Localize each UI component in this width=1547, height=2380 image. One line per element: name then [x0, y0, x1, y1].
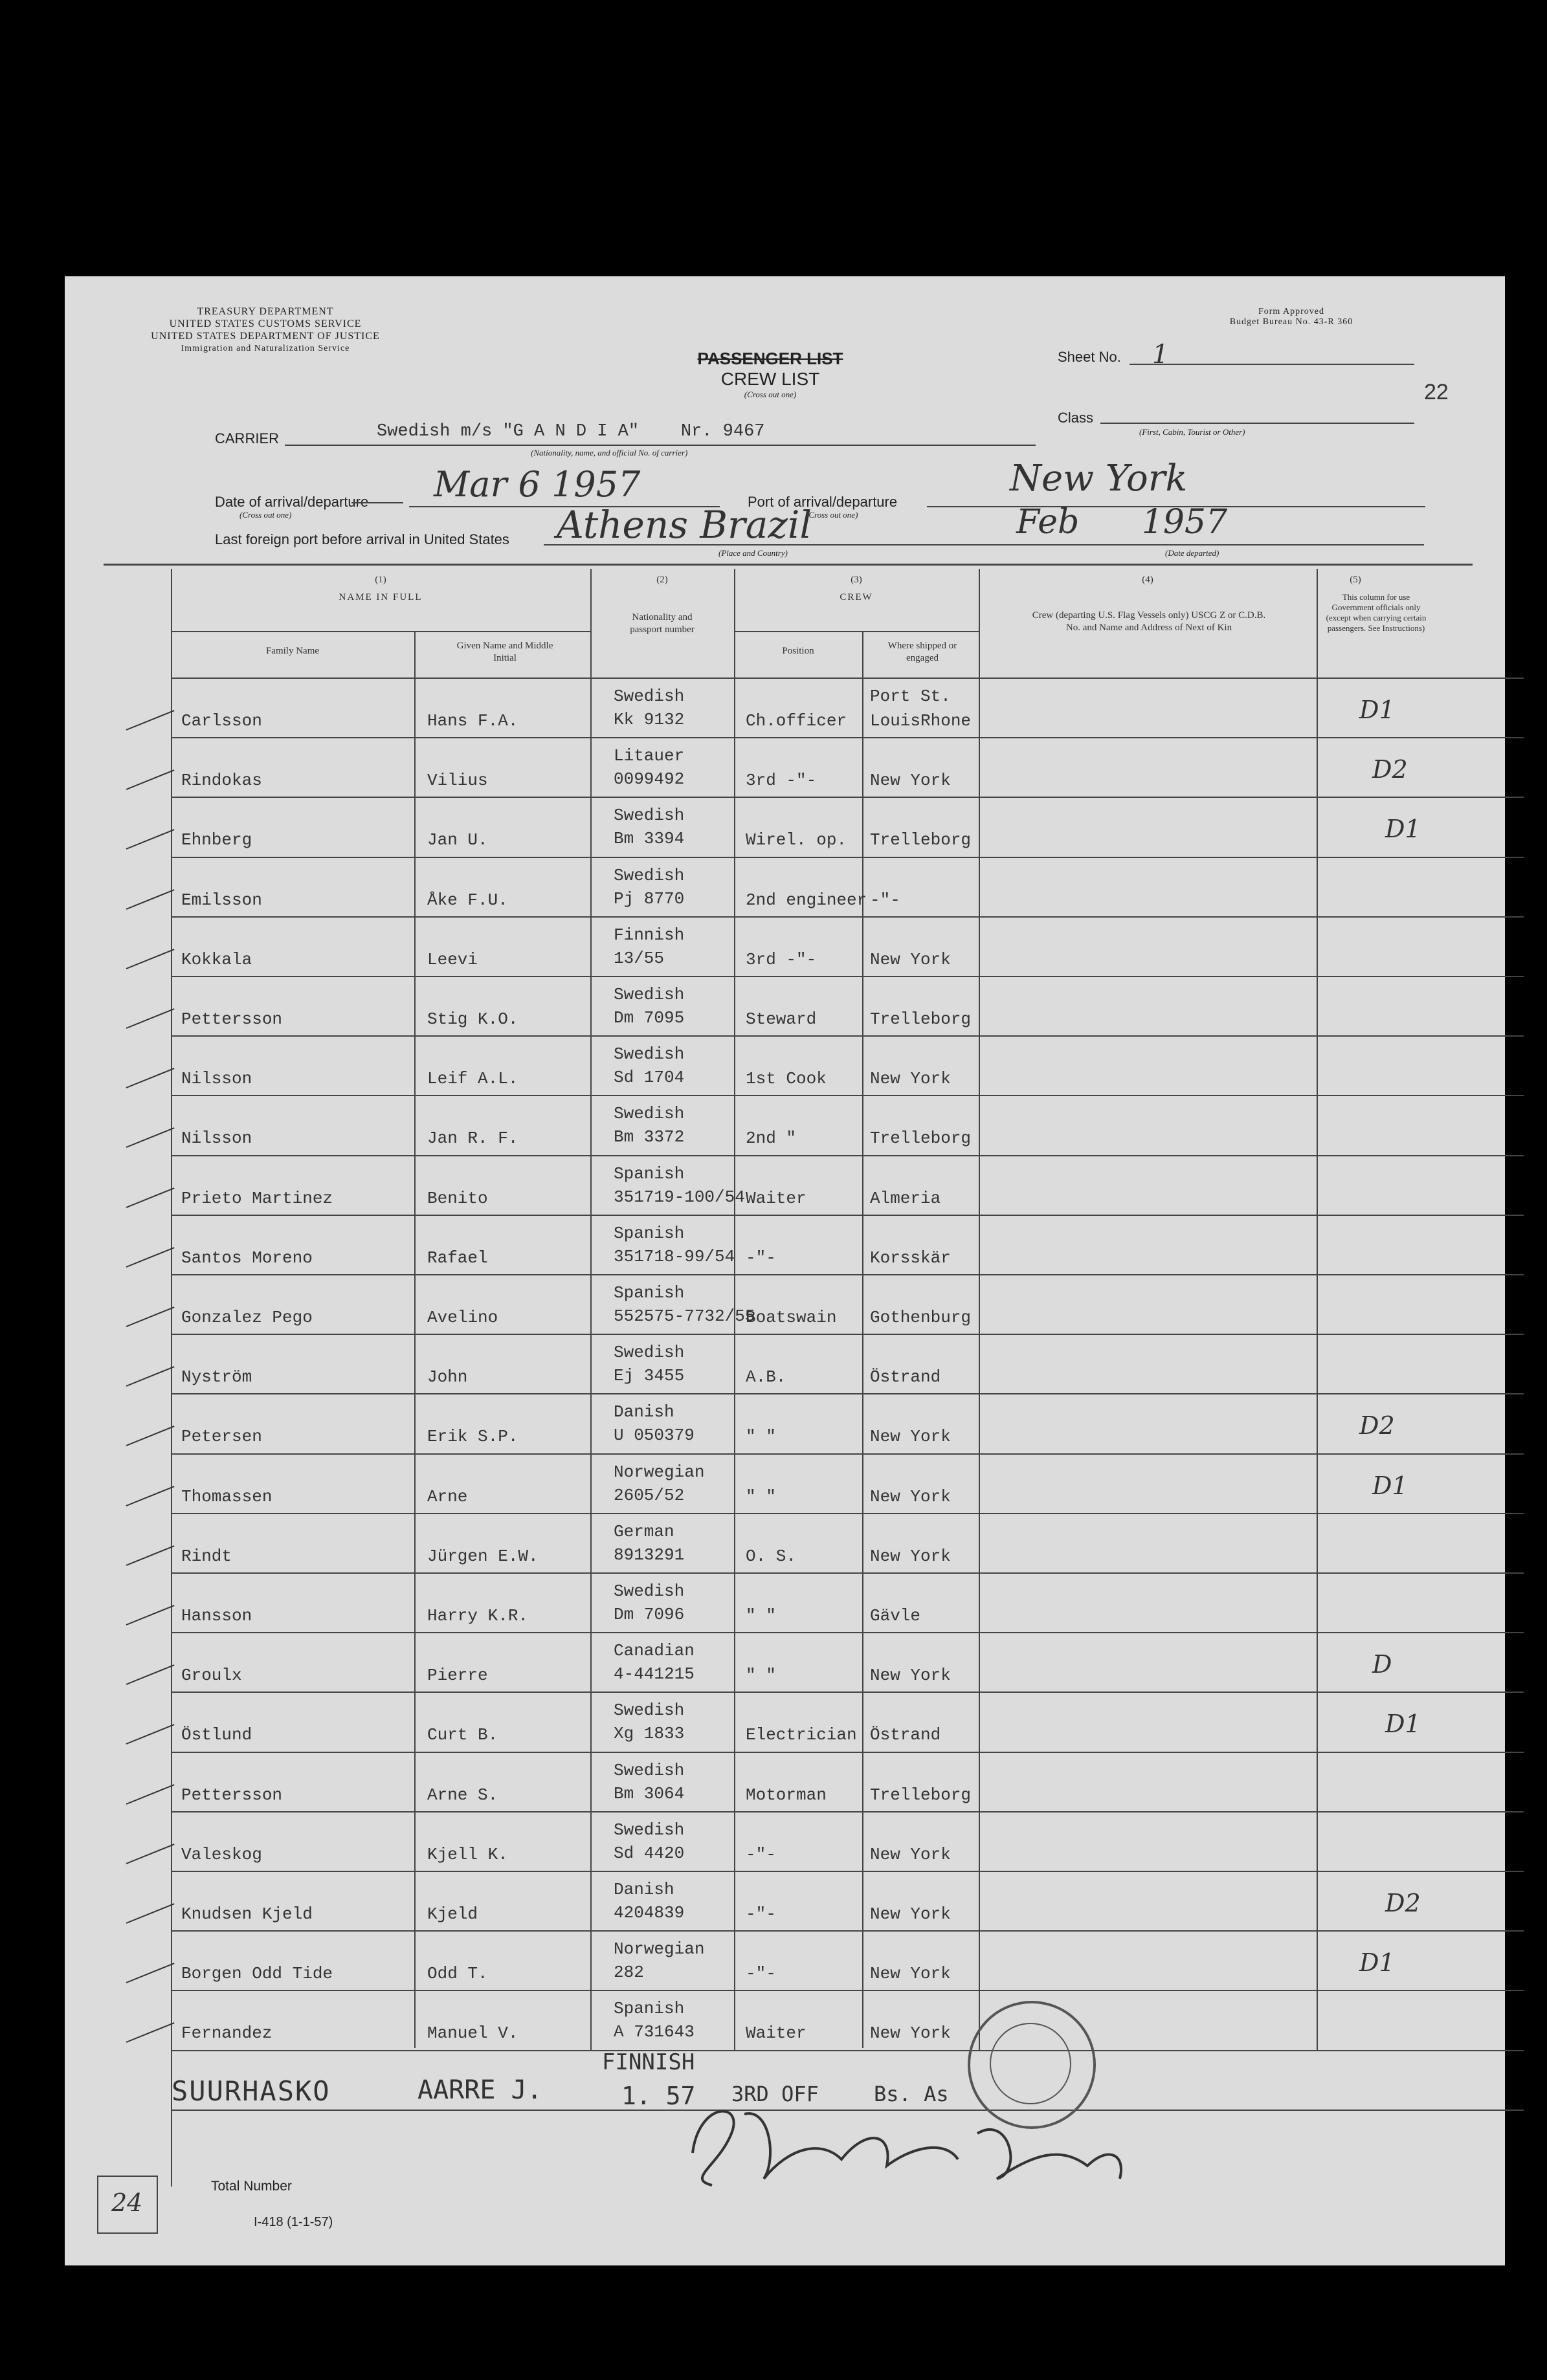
row-shipped: LouisRhone: [870, 711, 972, 731]
check-mark: [126, 1247, 175, 1268]
row-nationality: Litauer: [614, 746, 685, 766]
hand-nat: FINNISH: [602, 2049, 695, 2075]
row-position: 3rd -"-: [746, 950, 817, 969]
col-line: [590, 569, 592, 2051]
row-nationality: Swedish: [614, 1701, 685, 1720]
col3-header: [734, 574, 979, 604]
row-rule: [171, 1155, 1524, 1156]
date-departed-value: Feb 1957: [1016, 503, 1228, 542]
hand-shipped: Bs. As: [874, 2082, 949, 2106]
row-shipped: New York: [870, 771, 951, 790]
row-rule: [171, 1572, 1524, 1574]
total-value: 24: [111, 2188, 143, 2217]
row-shipped: Östrand: [870, 1725, 941, 1745]
check-mark: [126, 829, 175, 850]
header-rule: [171, 631, 590, 632]
check-mark: [126, 1784, 175, 1805]
row-position: 1st Cook: [746, 1069, 827, 1088]
row-given: Manuel V.: [427, 2023, 518, 2043]
row-nationality: Swedish: [614, 806, 685, 825]
col5-num: (5): [1350, 575, 1361, 585]
row-shipped: Trelleborg: [870, 830, 972, 850]
row-rule: [171, 1334, 1524, 1335]
row-position: " ": [746, 1666, 776, 1685]
official-mark: D1: [1385, 1710, 1421, 1738]
col4-num: (4): [1142, 575, 1153, 585]
row-passport: 4204839: [614, 1903, 685, 1923]
check-mark: [126, 1068, 175, 1088]
row-nationality: German: [614, 1522, 674, 1541]
row-shipped: -"-: [870, 890, 900, 910]
row-position: Waiter: [746, 2023, 807, 2043]
row-given: Vilius: [427, 771, 488, 790]
port-value: New York: [1010, 457, 1188, 500]
row-passport: Ej 3455: [614, 1366, 685, 1385]
signature: [673, 2088, 1165, 2198]
row-given: John: [427, 1367, 468, 1387]
row-shipped: New York: [870, 1666, 951, 1685]
row-nationality: Swedish: [614, 1343, 685, 1362]
check-mark: [126, 889, 175, 910]
row-given: Pierre: [427, 1666, 488, 1685]
check-mark: [126, 769, 175, 790]
col1-num: (1): [375, 575, 386, 585]
row-given: Jan U.: [427, 830, 488, 850]
col1-title: NAME IN FULL: [339, 592, 423, 602]
title-crew-list: CREW LIST: [720, 369, 820, 389]
row-family: Santos Moreno: [181, 1248, 313, 1268]
row-family: Pettersson: [181, 1009, 283, 1029]
row-given: Hans F.A.: [427, 711, 518, 731]
row-position: -"-: [746, 1904, 776, 1924]
row-family: Kokkala: [181, 950, 252, 969]
row-shipped: New York: [870, 1904, 951, 1924]
row-passport: 351719-100/54: [614, 1187, 745, 1207]
check-mark: [126, 949, 175, 969]
row-family: Nyström: [181, 1367, 252, 1387]
row-given: Benito: [427, 1189, 488, 1208]
row-nationality: Swedish: [614, 1761, 685, 1780]
official-mark: D1: [1385, 815, 1421, 843]
given-header: Given Name and Middle Initial: [456, 641, 553, 663]
row-passport: Sd 4420: [614, 1844, 685, 1863]
check-mark: [126, 1664, 175, 1685]
official-mark: D1: [1372, 1471, 1408, 1500]
row-family: Thomassen: [181, 1487, 273, 1506]
row-rule: [171, 1811, 1524, 1813]
row-shipped-line1: Port St.: [870, 687, 951, 706]
row-passport: U 050379: [614, 1426, 695, 1445]
row-rule: [171, 1274, 1524, 1275]
hand-passport: 1. 57: [621, 2082, 696, 2110]
row-rule: [171, 1990, 1524, 1991]
col-line: [979, 569, 980, 2051]
row-given: Odd T.: [427, 1964, 488, 1983]
check-mark: [126, 1545, 175, 1566]
row-family: Rindt: [181, 1547, 232, 1566]
crew-table: [65, 276, 1505, 2265]
sheet-number: 1: [1152, 340, 1169, 369]
total-box: [97, 2176, 158, 2234]
date-departed-note: (Date departed): [1165, 548, 1219, 558]
row-passport: Dm 7095: [614, 1008, 685, 1028]
date-note: (Cross out one): [239, 510, 292, 520]
row-family: Borgen Odd Tide: [181, 1964, 333, 1983]
row-nationality: Swedish: [614, 1820, 685, 1840]
row-family: Knudsen Kjeld: [181, 1904, 313, 1924]
header-bottom-rule: [171, 678, 1524, 679]
row-rule: [171, 737, 1524, 738]
col-line: [171, 569, 172, 2187]
shipped-header: Where shipped or engaged: [887, 641, 957, 663]
row-passport: Sd 1704: [614, 1068, 685, 1087]
row-position: A.B.: [746, 1367, 786, 1387]
row-rule: [171, 916, 1524, 918]
official-mark: D1: [1359, 1948, 1395, 1977]
row-given: Arne S.: [427, 1785, 498, 1805]
row-rule: [171, 857, 1524, 858]
port-note: (Cross out one): [806, 510, 858, 520]
row-family: Gonzalez Pego: [181, 1308, 313, 1327]
row-position: " ": [746, 1606, 776, 1625]
row-shipped: New York: [870, 1487, 951, 1506]
check-mark: [126, 1486, 175, 1506]
official-mark: D2: [1385, 1889, 1421, 1917]
col4-header: Crew (departing U.S. Flag Vessels only) USCG Z or C.D.B. No. and Name and Address of Next of Kin: [1032, 610, 1266, 633]
row-shipped: Gävle: [870, 1606, 921, 1625]
row-passport: 351718-99/54: [614, 1247, 735, 1266]
class-note: (First, Cabin, Tourist or Other): [1139, 427, 1245, 437]
row-given: Kjeld: [427, 1904, 478, 1924]
official-mark: D2: [1372, 755, 1408, 784]
row-shipped: Östrand: [870, 1367, 941, 1387]
check-mark: [126, 2022, 175, 2043]
row-passport: 8913291: [614, 1545, 685, 1565]
col5-header: This column for use Government officials only (except when carrying certain passengers. See Instructions): [1326, 592, 1427, 633]
check-mark: [126, 1187, 175, 1208]
row-given: Rafael: [427, 1248, 488, 1268]
col-line: [862, 631, 863, 2048]
check-mark: [126, 1008, 175, 1029]
row-rule: [171, 1393, 1524, 1394]
hand-family: SUURHASKO: [172, 2075, 331, 2107]
row-shipped: Korsskär: [870, 1248, 951, 1268]
agency-line: TREASURY DEPARTMENT: [197, 306, 334, 317]
row-passport: Dm 7096: [614, 1605, 685, 1624]
row-given: Arne: [427, 1487, 468, 1506]
row-position: Ch.officer: [746, 711, 847, 731]
row-passport: 4-441215: [614, 1664, 695, 1684]
row-shipped: New York: [870, 1964, 951, 1983]
row-nationality: Spanish: [614, 1164, 685, 1184]
check-mark: [126, 1426, 175, 1446]
row-passport: Bm 3064: [614, 1784, 685, 1803]
col2-header: Nationality and passport number: [630, 612, 695, 635]
row-position: -"-: [746, 1964, 776, 1983]
row-shipped: Almeria: [870, 1189, 941, 1208]
total-label: Total Number: [211, 2179, 292, 2194]
row-nationality: Danish: [614, 1402, 674, 1422]
col3-num: (3): [851, 575, 862, 585]
row-family: Hansson: [181, 1606, 252, 1625]
form-number: I-418 (1-1-57): [254, 2215, 333, 2229]
row-nationality: Swedish: [614, 866, 685, 885]
row-position: -"-: [746, 1845, 776, 1864]
check-mark: [126, 1844, 175, 1864]
row-family: Rindokas: [181, 771, 262, 790]
row-given: Leevi: [427, 950, 478, 969]
last-port-label: Last foreign port before arrival in United States: [215, 531, 509, 547]
form-budget-line: Budget Bureau No. 43-R 360: [1229, 317, 1353, 327]
row-shipped: Trelleborg: [870, 1129, 972, 1148]
row-passport: 282: [614, 1963, 644, 1982]
col-line: [414, 631, 416, 2048]
row-given: Leif A.L.: [427, 1069, 518, 1088]
row-shipped: Gothenburg: [870, 1308, 972, 1327]
sheet-label: Sheet No.: [1058, 349, 1121, 365]
last-port-note: (Place and Country): [718, 548, 788, 558]
row-family: Groulx: [181, 1666, 242, 1685]
date-label: Date of arrival/departure: [215, 494, 369, 510]
check-mark: [126, 1724, 175, 1745]
crew-list-form: [65, 276, 1505, 2265]
agency-line: UNITED STATES DEPARTMENT OF JUSTICE: [151, 331, 380, 342]
row-family: Carlsson: [181, 711, 262, 731]
row-shipped: Trelleborg: [870, 1009, 972, 1029]
row-passport: 2605/52: [614, 1486, 685, 1505]
col3-title: CREW: [840, 592, 873, 602]
row-rule: [171, 1095, 1524, 1096]
row-family: Ehnberg: [181, 830, 252, 850]
row-given: Erik S.P.: [427, 1427, 518, 1446]
carrier-label: CARRIER: [215, 430, 280, 446]
row-passport: Bm 3394: [614, 829, 685, 848]
port-label: Port of arrival/departure: [748, 494, 898, 510]
check-mark: [126, 710, 175, 731]
row-passport: 0099492: [614, 769, 685, 789]
row-position: Wirel. op.: [746, 830, 847, 850]
title-note: (Cross out one): [744, 390, 797, 399]
check-mark: [126, 1306, 175, 1327]
row-nationality: Swedish: [614, 687, 685, 706]
hand-position: 3RD OFF: [731, 2082, 819, 2106]
row-shipped: Trelleborg: [870, 1785, 972, 1805]
date-value: Mar 6 1957: [434, 464, 641, 505]
row-shipped: New York: [870, 1069, 951, 1088]
row-shipped: New York: [870, 1427, 951, 1446]
row-passport: Xg 1833: [614, 1724, 685, 1743]
row-position: Motorman: [746, 1785, 827, 1805]
hand-given: AARRE J.: [417, 2075, 542, 2105]
row-nationality: Swedish: [614, 1581, 685, 1601]
row-given: Åke F.U.: [427, 890, 508, 910]
form-approved-line: Form Approved: [1258, 307, 1325, 316]
row-position: Boatswain: [746, 1308, 837, 1327]
row-passport: Kk 9132: [614, 710, 685, 729]
row-nationality: Finnish: [614, 925, 685, 945]
row-given: Stig K.O.: [427, 1009, 518, 1029]
row-given: Harry K.R.: [427, 1606, 529, 1625]
row-rule: [171, 1453, 1524, 1455]
family-header: Family Name: [265, 646, 320, 656]
row-position: " ": [746, 1427, 776, 1446]
row-position: O. S.: [746, 1547, 797, 1566]
col1-header: [171, 574, 590, 604]
check-mark: [126, 1366, 175, 1387]
check-mark: [126, 1903, 175, 1924]
col-line: [1317, 569, 1318, 2051]
check-mark: [126, 1127, 175, 1148]
row-passport: Bm 3372: [614, 1127, 685, 1147]
row-position: Steward: [746, 1009, 817, 1029]
check-mark: [126, 1605, 175, 1625]
row-given: Kjell K.: [427, 1845, 508, 1864]
row-position: Waiter: [746, 1189, 807, 1208]
row-family: Prieto Martinez: [181, 1189, 333, 1208]
col2-num: (2): [656, 575, 668, 585]
row-family: Nilsson: [181, 1069, 252, 1088]
title-struck: PASSENGER LIST: [697, 349, 843, 368]
row-position: 2nd engineer: [746, 890, 867, 910]
row-position: 3rd -"-: [746, 771, 817, 790]
row-rule: [171, 976, 1524, 977]
carrier-note: (Nationality, name, and official No. of carrier): [531, 448, 688, 457]
row-family: Pettersson: [181, 1785, 283, 1805]
carrier-value: Swedish m/s "G A N D I A" Nr. 9467: [377, 422, 765, 441]
row-nationality: Norwegian: [614, 1462, 705, 1482]
row-nationality: Swedish: [614, 1044, 685, 1064]
row-nationality: Swedish: [614, 1104, 685, 1123]
row-nationality: Swedish: [614, 985, 685, 1004]
row-nationality: Danish: [614, 1880, 674, 1899]
header-rule: [734, 631, 979, 632]
official-mark: D1: [1359, 696, 1395, 724]
row-passport: 13/55: [614, 949, 665, 968]
row-shipped: New York: [870, 1547, 951, 1566]
row-shipped: New York: [870, 950, 951, 969]
official-mark: D2: [1359, 1411, 1395, 1440]
official-mark: D: [1372, 1650, 1392, 1679]
row-position: " ": [746, 1487, 776, 1506]
agency-line: UNITED STATES CUSTOMS SERVICE: [169, 318, 362, 329]
row-rule: [171, 797, 1524, 798]
row-rule: [171, 1930, 1524, 1932]
row-given: Jürgen E.W.: [427, 1547, 539, 1566]
row-given: Jan R. F.: [427, 1129, 518, 1148]
row-rule: [171, 1215, 1524, 1216]
row-given: Curt B.: [427, 1725, 498, 1745]
row-passport: A 731643: [614, 2022, 695, 2042]
last-port-value: Athens Brazil: [557, 503, 812, 547]
row-rule: [171, 1752, 1524, 1753]
row-passport: 552575-7732/55: [614, 1306, 755, 1326]
row-nationality: Norwegian: [614, 1939, 705, 1959]
row-family: Nilsson: [181, 1129, 252, 1148]
row-shipped: New York: [870, 1845, 951, 1864]
row-family: Petersen: [181, 1427, 262, 1446]
row-nationality: Spanish: [614, 1224, 685, 1243]
row-family: Valeskog: [181, 1845, 262, 1864]
check-mark: [126, 1963, 175, 1983]
page-number: 22: [1424, 380, 1449, 404]
row-nationality: Canadian: [614, 1641, 695, 1660]
row-family: Östlund: [181, 1725, 252, 1745]
row-position: Electrician: [746, 1725, 857, 1745]
row-rule: [171, 1035, 1524, 1037]
row-position: 2nd ": [746, 1129, 797, 1148]
row-rule: [171, 2050, 1524, 2051]
row-shipped: New York: [870, 2023, 951, 2043]
row-rule: [171, 1513, 1524, 1514]
row-family: Fernandez: [181, 2023, 273, 2043]
row-passport: Pj 8770: [614, 889, 685, 909]
row-position: -"-: [746, 1248, 776, 1268]
row-nationality: Spanish: [614, 1283, 685, 1303]
row-nationality: Spanish: [614, 1999, 685, 2018]
position-header: Position: [782, 646, 814, 656]
agency-line: Immigration and Naturalization Service: [181, 344, 350, 353]
row-rule: [171, 1691, 1524, 1693]
row-rule: [171, 1632, 1524, 1633]
row-rule: [171, 1871, 1524, 1872]
row-given: Avelino: [427, 1308, 498, 1327]
row-family: Emilsson: [181, 890, 262, 910]
class-label: Class: [1058, 410, 1094, 426]
